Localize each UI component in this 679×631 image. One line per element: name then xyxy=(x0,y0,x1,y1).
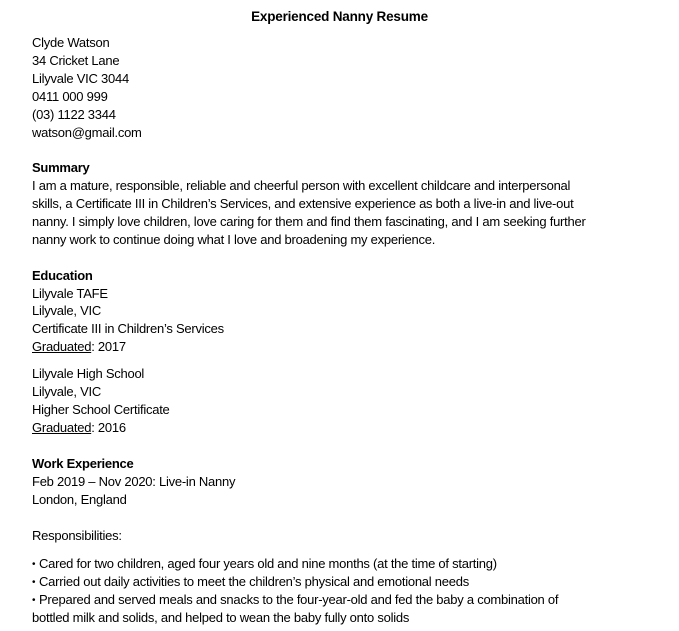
responsibility-continuation: bottled milk and solids, and helped to wean the baby fully onto solids xyxy=(32,610,410,625)
education-location: Lilyvale, VIC xyxy=(32,384,101,399)
responsibility-text: Prepared and served meals and snacks to the four-year-old and fed the baby a combination of xyxy=(39,592,559,607)
bullet-icon: • xyxy=(32,559,36,570)
summary-line: nanny. I simply love children, love caring for them and find them fascinating, and I am seeking further xyxy=(32,214,586,229)
contact-email: watson@gmail.com xyxy=(32,125,142,140)
graduated-label: Graduated xyxy=(32,420,92,435)
bullet-icon: • xyxy=(32,595,36,606)
graduated-year: 2016 xyxy=(97,420,126,435)
education-institution: Lilyvale TAFE xyxy=(32,286,108,301)
graduated-separator: : xyxy=(91,339,98,354)
summary-line: skills, a Certificate III in Children’s Services, and extensive experience as both a live-in and live-out xyxy=(32,196,574,211)
education-qualification: Higher School Certificate xyxy=(32,402,170,417)
contact-city: Lilyvale VIC 3044 xyxy=(32,71,129,86)
responsibility-item xyxy=(32,591,558,610)
graduated-separator: : xyxy=(91,420,98,435)
contact-mobile: 0411 000 999 xyxy=(32,89,108,104)
responsibility-item xyxy=(32,555,497,574)
summary-heading: Summary xyxy=(32,160,90,175)
education-institution: Lilyvale High School xyxy=(32,366,145,381)
document-title: Experienced Nanny Resume xyxy=(251,9,428,24)
education-qualification: Certificate III in Children’s Services xyxy=(32,321,224,336)
graduated-year: 2017 xyxy=(97,339,126,354)
summary-line: nanny work to continue doing what I love and broadening my experience. xyxy=(32,232,436,247)
summary-line: I am a mature, responsible, reliable and cheerful person with excellent childcare and interpersonal xyxy=(32,178,571,193)
graduated-label: Graduated xyxy=(32,339,92,354)
job-period-title: Feb 2019 – Nov 2020: Live-in Nanny xyxy=(32,474,236,489)
contact-phone: (03) 1122 3344 xyxy=(32,107,116,122)
work-heading: Work Experience xyxy=(32,456,134,471)
contact-name: Clyde Watson xyxy=(32,35,110,50)
contact-street: 34 Cricket Lane xyxy=(32,53,120,68)
responsibilities-label: Responsibilities: xyxy=(32,528,122,543)
education-graduated xyxy=(32,419,126,437)
education-graduated xyxy=(32,338,126,356)
bullet-icon: • xyxy=(32,577,36,588)
responsibility-text: Carried out daily activities to meet the children’s physical and emotional needs xyxy=(39,574,469,589)
education-heading: Education xyxy=(32,268,93,283)
education-location: Lilyvale, VIC xyxy=(32,303,101,318)
job-location: London, England xyxy=(32,492,127,507)
responsibility-text: Cared for two children, aged four years old and nine months (at the time of starting) xyxy=(39,556,497,571)
responsibility-item xyxy=(32,573,469,592)
